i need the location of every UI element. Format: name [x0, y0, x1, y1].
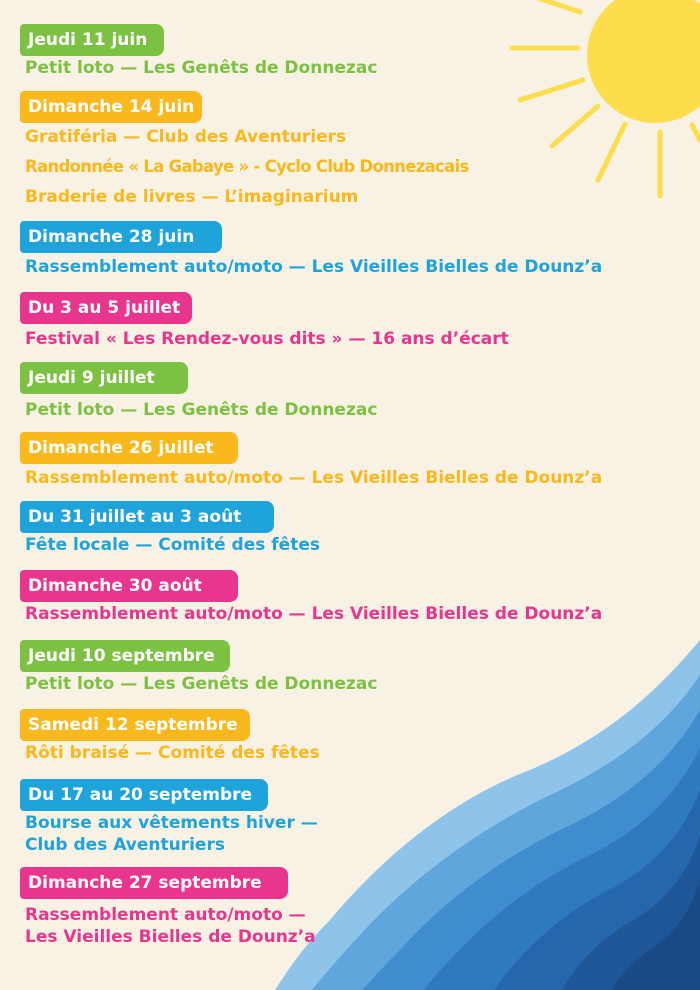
- event-item: Club des Aventuriers: [25, 835, 225, 855]
- event-item: Rassemblement auto/moto —: [25, 905, 306, 925]
- date-tag: Dimanche 27 septembre: [20, 867, 288, 899]
- date-tag: Du 3 au 5 juillet: [20, 292, 192, 324]
- event-item: Bourse aux vêtements hiver —: [25, 813, 318, 833]
- date-tag: Jeudi 9 juillet: [20, 362, 188, 394]
- event-item: Fête locale — Comité des fêtes: [25, 535, 320, 555]
- date-tag: Du 31 juillet au 3 août: [20, 501, 274, 533]
- event-item: Les Vieilles Bielles de Dounz’a: [25, 927, 316, 947]
- date-tag: Dimanche 26 juillet: [20, 432, 238, 464]
- event-item: Rassemblement auto/moto — Les Vieilles Bielles de Dounz’a: [25, 257, 603, 277]
- date-tag: Du 17 au 20 septembre: [20, 779, 268, 811]
- event-item: Randonnée « La Gabaye » - Cyclo Club Donnezacais: [25, 157, 469, 176]
- date-tag: Dimanche 30 août: [20, 570, 238, 602]
- event-item: Festival « Les Rendez-vous dits » — 16 ans d’écart: [25, 329, 509, 349]
- date-tag: Samedi 12 septembre: [20, 709, 250, 741]
- event-item: Petit loto — Les Genêts de Donnezac: [25, 58, 378, 78]
- event-item: Rassemblement auto/moto — Les Vieilles Bielles de Dounz’a: [25, 468, 603, 488]
- event-item: Braderie de livres — L’imaginarium: [25, 187, 359, 207]
- event-item: Petit loto — Les Genêts de Donnezac: [25, 400, 378, 420]
- date-tag: Jeudi 10 septembre: [20, 640, 230, 672]
- date-tag: Jeudi 11 juin: [20, 24, 164, 56]
- event-item: Gratiféria — Club des Aventuriers: [25, 127, 347, 147]
- event-item: Rassemblement auto/moto — Les Vieilles Bielles de Dounz’a: [25, 604, 603, 624]
- date-tag: Dimanche 14 juin: [20, 91, 202, 123]
- event-item: Petit loto — Les Genêts de Donnezac: [25, 674, 378, 694]
- date-tag: Dimanche 28 juin: [20, 221, 222, 253]
- event-item: Rôti braisé — Comité des fêtes: [25, 743, 320, 763]
